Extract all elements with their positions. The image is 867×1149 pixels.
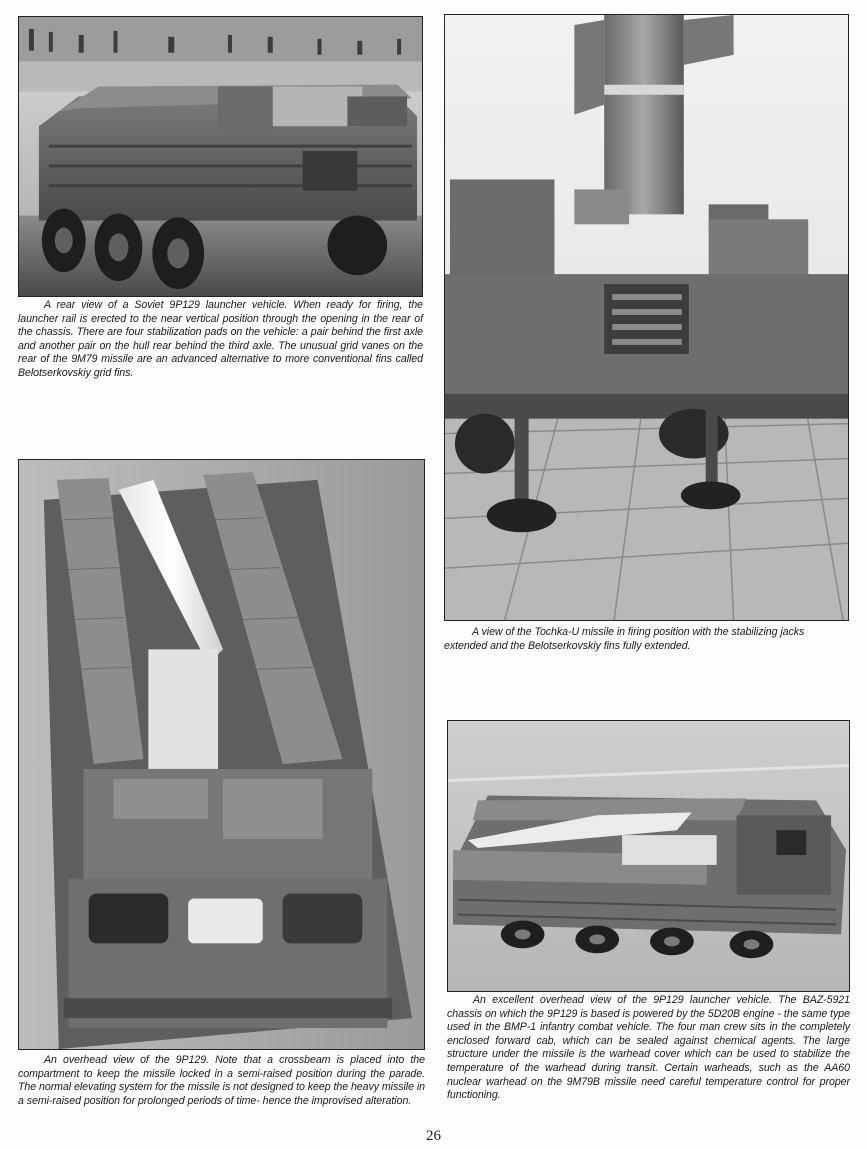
photo-overhead-crossbeam: [18, 459, 425, 1050]
photo-rear-view: [18, 16, 423, 297]
caption-rear-view: A rear view of a Soviet 9P129 launcher vehicle. When ready for firing, the launcher rail is erected to the near vertical position through the opening in the rear of the chassis. There are four stabilization pads on the vehicle: a pair behind the first axle and another pair on the hull rear behind the third axle. The unusual grid vanes on the rear of the 9M79 missile are an advanced alternative to more conventional fins called Belotserkovskiy grid fins.: [18, 299, 423, 379]
caption-overhead-crossbeam: An overhead view of the 9P129. Note that a crossbeam is placed into the compartment to keep the missile locked in a semi-raised position during the parade. The normal elevating system for the missile is not designed to keep the heavy missile in a semi-raised position for prolonged periods of time- hence the improvised alteration.: [18, 1054, 425, 1107]
caption-overhead-vehicle: An excellent overhead view of the 9P129 launcher vehicle. The BAZ-5921 chassis on which the 9P129 is based is powered by the 5D20B engine - the same type used in the BMP-1 infantry combat vehicle. The four man crew sits in the completely enclosed forward cab, which can be sealed against chemical agents. The large structure under the missile is the warhead cover which can be used to stabilize the temperature of the warhead during transit. Certain warheads, such as the AA60 nuclear warhead on the 9M79B missile need careful temperature control for proper functioning.: [447, 994, 850, 1102]
caption-firing-position: A view of the Tochka-U missile in firing position with the stabilizing jacks extended and the Belotserkovskiy fins fully extended.: [444, 626, 805, 652]
page-number: 26: [426, 1128, 441, 1144]
photo-overhead-vehicle: [447, 720, 850, 992]
photo-firing-position: [444, 14, 849, 621]
